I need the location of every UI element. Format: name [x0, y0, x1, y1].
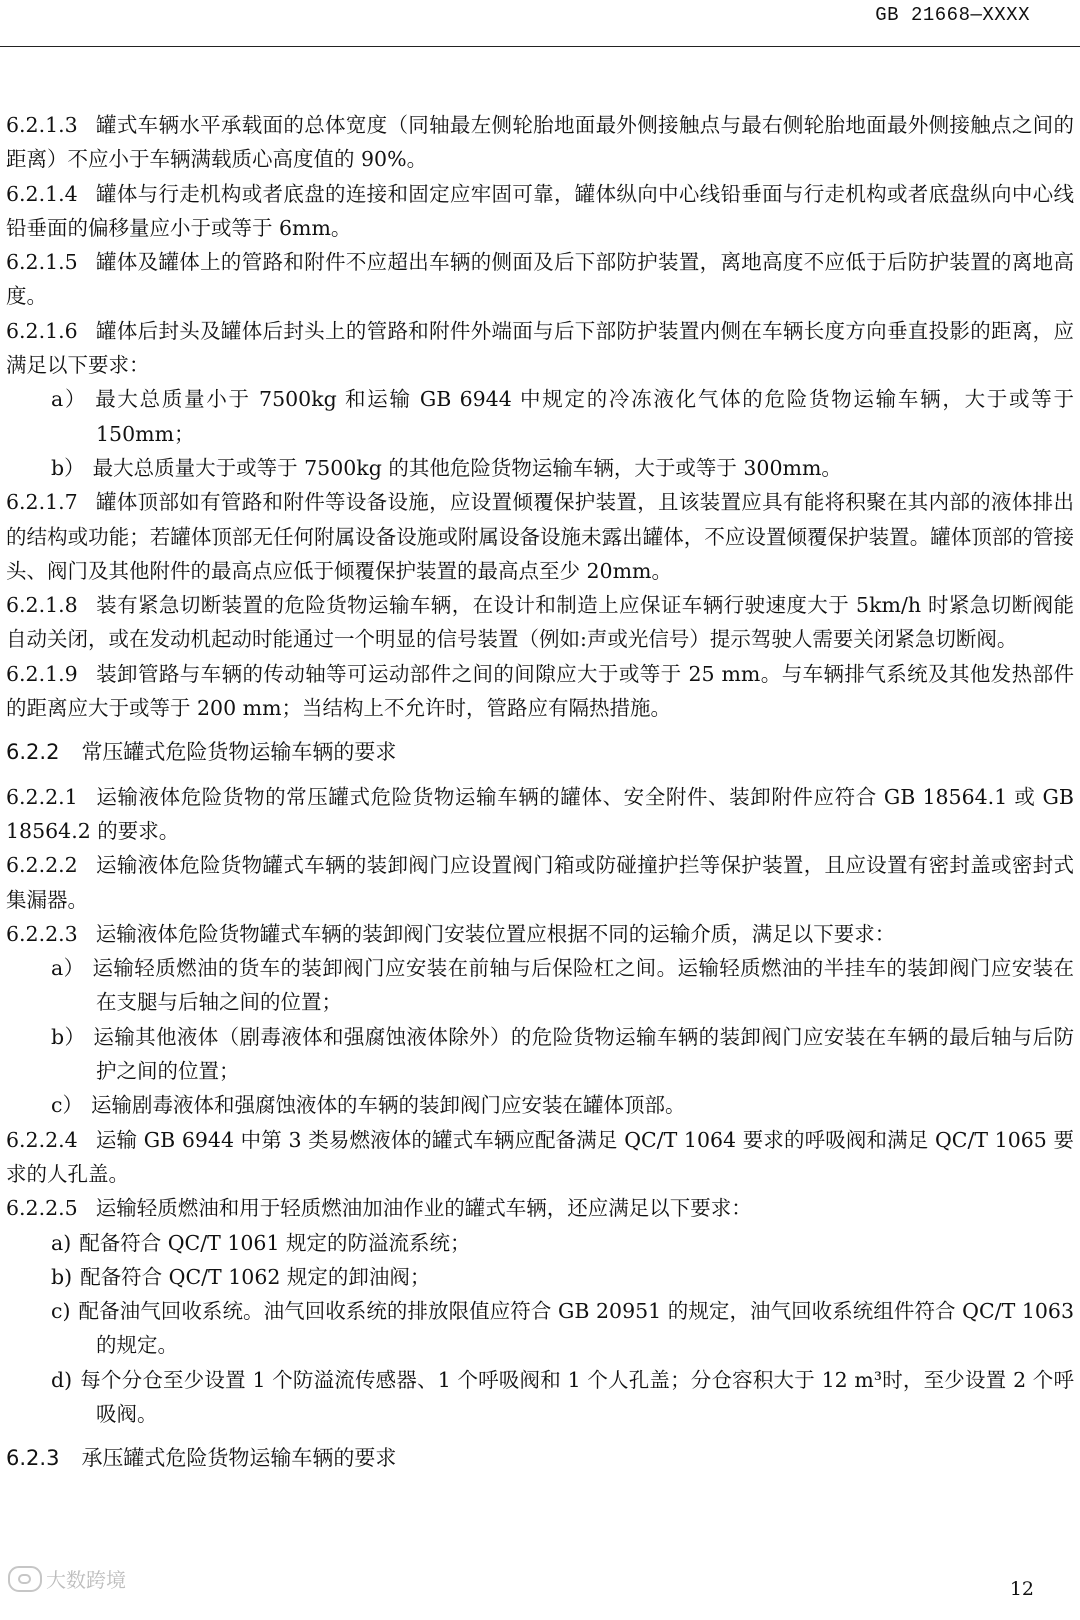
clause-text: 运输液体危险货物罐式车辆的装卸阀门应设置阀门箱或防碰撞护拦等保护装置，且应设置有密封盖或密封式集漏器。 — [6, 853, 1074, 912]
list-item-text: 每个分仓至少设置 1 个防溢流传感器、1 个呼吸阀和 1 个人孔盖；分仓容积大于 12 m³时，至少设置 2 个呼吸阀。 — [80, 1367, 1074, 1426]
clause-text: 罐体及罐体上的管路和附件不应超出车辆的侧面及后下部防护装置，离地高度不应低于后防护装置的离地高度。 — [6, 250, 1074, 309]
clause-number: 6.2.1.5 — [6, 250, 78, 275]
clause-number: 6.2.1.4 — [6, 181, 78, 206]
clause-group-6-2-2 — [6, 780, 1074, 1432]
section-title: 常压罐式危险货物运输车辆的要求 — [81, 740, 397, 765]
list-item-text: 运输轻质燃油的货车的装卸阀门应安装在前轴与后保险杠之间。运输轻质燃油的半挂车的装卸阀门应安装在在支腿与后轴之间的位置； — [92, 956, 1074, 1015]
section-heading-6-2-3 — [6, 1441, 1074, 1475]
list-item-label: d) — [51, 1367, 73, 1392]
watermark-text: 大数跨境 — [46, 1568, 126, 1592]
page-number: 12 — [1009, 1578, 1034, 1600]
clause-number: 6.2.2.3 — [6, 921, 78, 946]
clause-6-2-1-8 — [6, 588, 1074, 657]
clause-number: 6.2.2.1 — [6, 784, 78, 809]
clause-6-2-1-9 — [6, 657, 1074, 726]
clause-number: 6.2.2.5 — [6, 1196, 78, 1221]
list-item-label: a） — [51, 956, 85, 981]
document-body — [6, 108, 1074, 1486]
section-number: 6.2.3 — [6, 1446, 60, 1471]
list-item-label: b) — [51, 1264, 73, 1289]
clause-number: 6.2.1.8 — [6, 593, 78, 618]
clause-text: 罐体与行走机构或者底盘的连接和固定应牢固可靠，罐体纵向中心线铅垂面与行走机构或者底盘纵向中心线铅垂面的偏移量应小于或等于 6mm。 — [6, 181, 1074, 240]
clause-number: 6.2.1.7 — [6, 490, 78, 515]
list-item — [6, 1226, 1074, 1260]
clause-6-2-2-3 — [6, 917, 1074, 951]
list-item-text: 最大总质量大于或等于 7500kg 的其他危险货物运输车辆，大于或等于 300mm。 — [92, 455, 842, 480]
list-item-label: c） — [51, 1093, 83, 1118]
clause-6-2-1-3 — [6, 108, 1074, 177]
list-item-text: 运输其他液体（剧毒液体和强腐蚀液体除外）的危险货物运输车辆的装卸阀门应安装在车辆的最后轴与后防护之间的位置； — [93, 1024, 1075, 1084]
clause-number: 6.2.2.2 — [6, 853, 78, 878]
list-item-label: a） — [51, 387, 88, 412]
list-item-text: 配备油气回收系统。油气回收系统的排放限值应符合 GB 20951 的规定，油气回收系统组件符合 QC/T 1063 的规定。 — [78, 1299, 1074, 1358]
list-item-label: c) — [51, 1299, 71, 1324]
clause-text: 罐体后封头及罐体后封头上的管路和附件外端面与后下部防护装置内侧在车辆长度方向垂直投影的距离，应满足以下要求： — [6, 318, 1074, 378]
clause-number: 6.2.1.6 — [6, 318, 78, 343]
clause-number: 6.2.2.4 — [6, 1127, 78, 1152]
list-item — [6, 451, 1074, 485]
list-item-text: 配备符合 QC/T 1062 规定的卸油阀； — [80, 1264, 431, 1289]
clause-text: 装卸管路与车辆的传动轴等可运动部件之间的间隙应大于或等于 25 mm。与车辆排气系统及其他发热部件的距离应大于或等于 200 mm；当结构上不允许时，管路应有隔热措施。 — [6, 661, 1074, 721]
list-item-text: 运输剧毒液体和强腐蚀液体的车辆的装卸阀门应安装在罐体顶部。 — [90, 1093, 686, 1118]
clause-6-2-1-5 — [6, 245, 1074, 314]
list-item — [6, 951, 1074, 1020]
list-item-label: b） — [51, 1024, 86, 1049]
clause-6-2-1-7 — [6, 485, 1074, 588]
clause-6-2-2-2 — [6, 848, 1074, 917]
list-item-label: a) — [51, 1230, 72, 1255]
list-item — [6, 1363, 1074, 1432]
clause-6-2-2-1 — [6, 780, 1074, 849]
clause-6-2-2-5 — [6, 1191, 1074, 1225]
watermark-logo-icon — [8, 1566, 42, 1592]
section-title: 承压罐式危险货物运输车辆的要求 — [81, 1446, 397, 1471]
document-id: GB 21668—XXXX — [875, 4, 1030, 26]
clause-text: 运输轻质燃油和用于轻质燃油加油作业的罐式车辆，还应满足以下要求： — [95, 1196, 752, 1221]
list-item — [6, 1294, 1074, 1363]
header-divider — [0, 46, 1080, 47]
clause-6-2-2-4 — [6, 1123, 1074, 1192]
clause-text: 罐式车辆水平承载面的总体宽度（同轴最左侧轮胎地面最外侧接触点与最右侧轮胎地面最外侧接触点之间的距离）不应小于车辆满载质心高度值的 90%。 — [6, 113, 1074, 172]
clause-6-2-1-4 — [6, 177, 1074, 246]
section-heading-6-2-2 — [6, 735, 1074, 769]
list-item — [6, 382, 1074, 451]
list-item-text: 最大总质量小于 7500kg 和运输 GB 6944 中规定的冷冻液化气体的危险货物运输车辆，大于或等于 150mm； — [95, 387, 1074, 446]
list-item-label: b） — [51, 455, 85, 480]
clause-text: 运输液体危险货物罐式车辆的装卸阀门安装位置应根据不同的运输介质，满足以下要求： — [95, 921, 896, 946]
list-item — [6, 1260, 1074, 1294]
clause-number: 6.2.1.9 — [6, 661, 78, 686]
clause-text: 运输 GB 6944 中第 3 类易燃液体的罐式车辆应配备满足 QC/T 1064 要求的呼吸阀和满足 QC/T 1065 要求的人孔盖。 — [6, 1127, 1074, 1186]
list-item — [6, 1088, 1074, 1122]
clause-number: 6.2.1.3 — [6, 113, 78, 137]
clause-text: 罐体顶部如有管路和附件等设备设施，应设置倾覆保护装置，且该装置应具有能将积聚在其内部的液体排出的结构或功能；若罐体顶部无任何附属设备设施或附属设备设施未露出罐体，不应设置倾覆保护装置。罐体顶部的管接头、阀门及其他附件的最高点应低于倾覆保护装置的最高点至少 20mm。 — [6, 490, 1074, 583]
clause-text: 运输液体危险货物的常压罐式危险货物运输车辆的罐体、安全附件、装卸附件应符合 GB 18564.1 或 GB 18564.2 的要求。 — [6, 784, 1074, 843]
clause-text: 装有紧急切断装置的危险货物运输车辆，在设计和制造上应保证车辆行驶速度大于 5km/h 时紧急切断阀能自动关闭，或在发动机起动时能通过一个明显的信号装置（例如:声或光信号）提示驾驶人需要关闭紧急切断阀。 — [6, 593, 1074, 652]
section-number: 6.2.2 — [6, 740, 60, 765]
list-item-text: 配备符合 QC/T 1061 规定的防溢流系统； — [79, 1230, 471, 1255]
clause-group-6-2-1-b — [6, 485, 1074, 725]
watermark — [8, 1564, 126, 1593]
list-item — [6, 1020, 1074, 1089]
clause-group-6-2-1-a — [6, 108, 1074, 485]
clause-6-2-1-6 — [6, 314, 1074, 383]
